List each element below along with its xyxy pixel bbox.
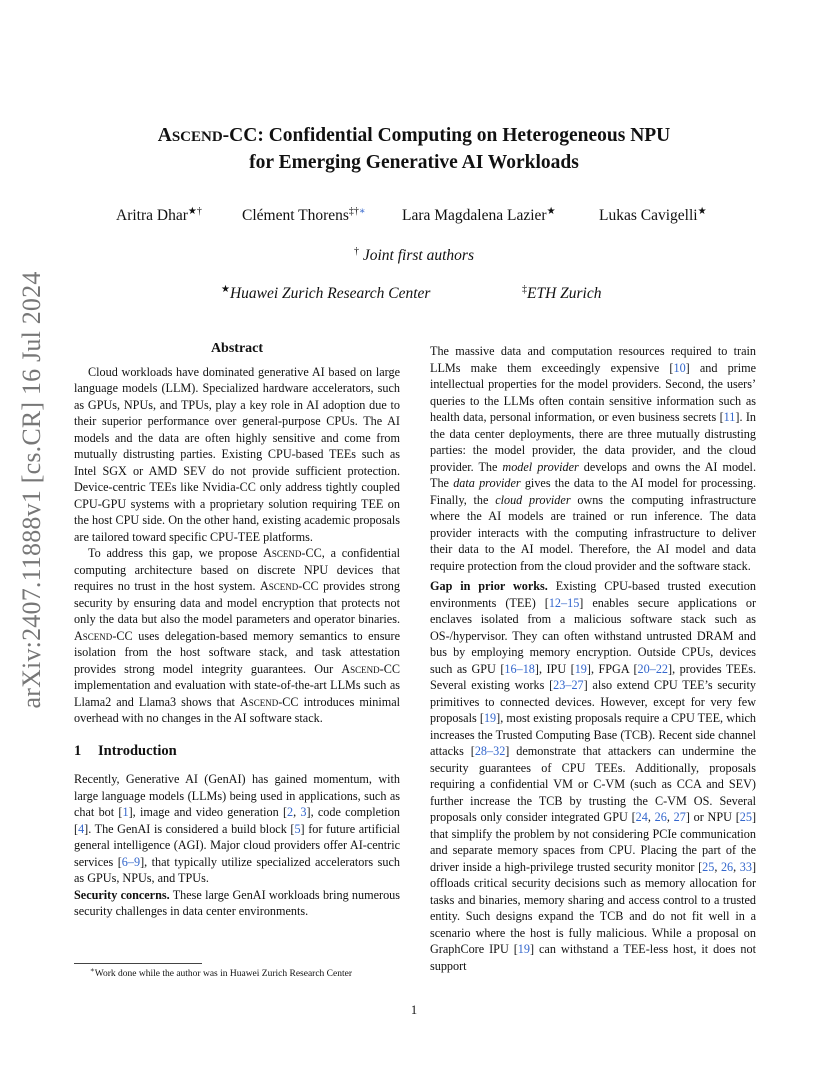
author-4: Lukas Cavigelli★ (599, 206, 707, 224)
paper-title (0, 123, 828, 176)
citation-link[interactable]: 26 (654, 810, 667, 824)
citation-link[interactable]: 24 (635, 810, 648, 824)
citation-link[interactable]: 10 (673, 360, 686, 375)
section-heading-introduction: 1 Introduction (74, 742, 177, 759)
footnote: ∗Work done while the author was in Huawei Zurich Research Center (90, 966, 352, 979)
citation-link[interactable]: 4 (78, 821, 85, 836)
title-line-2: for Emerging Generative AI Workloads (249, 152, 579, 173)
citation-link[interactable]: 25 (702, 859, 715, 874)
citation-link[interactable]: 6–9 (121, 854, 141, 869)
arxiv-identifier-stamp (12, 271, 52, 709)
affiliation-eth: ‡ETH Zurich (522, 284, 602, 302)
citation-link[interactable]: 20–22 (637, 661, 669, 676)
left-column (74, 341, 400, 920)
citation-link[interactable]: 5 (294, 821, 301, 836)
author-1: Aritra Dhar★† (116, 206, 202, 224)
citation-link[interactable]: 16–18 (504, 661, 535, 676)
affiliation-huawei: ★Huawei Zurich Research Center (221, 284, 431, 302)
citation-link[interactable]: 3 (300, 805, 307, 819)
citation-link[interactable]: 23–27 (553, 678, 584, 692)
citation-link[interactable]: 11 (723, 410, 736, 424)
title-line-1: ASCEND-CC: Confidential Computing on Heterogeneous NPU (157, 125, 671, 146)
citation-link[interactable]: 1 (122, 805, 129, 819)
abstract-heading: Abstract (210, 341, 264, 356)
security-concerns-paragraph: Security concerns. These large GenAI workloads bring numerous security challenges in data center environments. (74, 887, 400, 918)
citation-link[interactable]: 25 (739, 810, 752, 824)
right-paragraph-1: The massive data and computation resources required to train LLMs make them exceedingly expensive [10] and prime intellectual properties for the model providers. Second, the users’ queries to the LLMs often contain sensitive information such as health data, personal information, or even business secrets [11]. In the data center deployments, there are three mutually distrusting parties: the model provider, the data provider, and the cloud provider. The model provider develops and owns the AI model. The data provider gives the data to the AI model for processing. Finally, the cloud provider owns the computing infrastructure where the AI models are trained or run inference. The data provider interacts with the computing infrastructure to deliver their data to the AI model. Therefore, the AI model and data require protection from the cloud provider and the software stack. (430, 344, 757, 573)
citation-link[interactable]: 19 (574, 661, 587, 676)
joint-authors-note: † Joint first authors (354, 246, 474, 264)
citation-link[interactable]: 2 (287, 805, 294, 819)
citation-link[interactable]: 26 (720, 859, 734, 874)
citation-link[interactable]: 33 (739, 859, 752, 874)
footnote-marker[interactable]: ∗ (358, 206, 366, 217)
author-3: Lara Magdalena Lazier★ (402, 206, 556, 224)
right-column (430, 343, 756, 974)
author-list (0, 206, 828, 228)
page-number: 1 (410, 1003, 418, 1017)
citation-link[interactable]: 12–15 (548, 595, 580, 610)
abstract-paragraph-2: To address this gap, we propose Ascend-CC, a confidential computing architecture based on discrete NPU devices that requires no trust in the host system. Ascend-CC provides strong security by ensuring data and model encryption that protects not only the data but also the model parameters and operator binaries. Ascend-CC uses delegation-based memory semantics to ensure isolation from the host software stack, and task attestation provides strong model integrity guarantees. Our Ascend-CC implementation and evaluation with state-of-the-art LLMs such as Llama2 and Llama3 shows that Ascend-CC introduces minimal overhead with no changes in the AI software stack. (74, 546, 400, 725)
abstract-paragraph-1: Cloud workloads have dominated generative AI based on large language models (LLM). Specialized hardware accelerators, such as GPUs, NPUs, and TPUs, play a key role in AI adoption due to their superior performance over general-purpose CPUs. The AI models and the data are often highly sensitive and come from mutually distrusting parties. Existing CPU-based TEEs such as Intel SGX or AMD SEV do not provide sufficient protection. Device-centric TEEs like Nvidia-CC only address tightly coupled CPU-GPU systems with a proprietary solution requiring TEE on the host CPU side. On the other hand, existing academic proposals are tailored toward specific CPU-TEE platforms. (74, 364, 400, 544)
author-2: Clément Thorens‡†∗ (242, 206, 366, 224)
arxiv-stamp-text: arXiv:2407.11888v1 [cs.CR] 16 Jul 2024 (17, 271, 46, 709)
citation-link[interactable]: 19 (517, 942, 530, 956)
citation-link[interactable]: 19 (483, 711, 497, 725)
citation-link[interactable]: 28–32 (474, 744, 506, 758)
gap-in-prior-works-paragraph: Gap in prior works. Existing CPU-based trusted execution environments (TEE) [12–15] enables secure applications or enclaves isolated from a malicious software stack such as OS-/hypervisor. They can often withstand untrusted DRAM and bus by employing memory encryption. Outside CPUs, devices such as GPU [16–18], IPU [19], FPGA [20–22], provides TEEs. Several existing works [23–27] also extend CPU TEE’s security primitives to connected devices. However, except for very few proposals [19], most existing proposals require a CPU TEE, which increases the Trusted Computing Base (TCB). Recent side channel attacks [28–32] demonstrate that attackers can undermine the security guarantees of CPU TEEs. Additionally, proposals requiring a confidential VM or C-VM (such as CCA and SEV) further increase the TCB by trusting the C-VM OS. Several proposals only consider integrated GPU [24, 26, 27] or NPU [25] that simplify the problem by not considering PCIe communication and separate memory spaces from CPU. Placing the part of the driver inside a high-privilege trusted security monitor [25, 26, 33] offloads critical security decisions such as memory allocation for tasks and binaries, memory sharing and access control to a trusted entity. Such designs expand the TCB and do not fit well in a scenario where the host is fully malicious. While a proposal on GraphCore IPU [19] can withstand a TEE-less host, it does not support (430, 579, 757, 973)
intro-paragraph-1: Recently, Generative AI (GenAI) has gained momentum, with large language models (LLMs) being used in applications, such as chat bot [1], image and video generation [2, 3], code completion [4]. The GenAI is considered a build block [5] for future artificial general intelligence (AGI). Major cloud providers offer AI-centric services [6–9], that typically utilize specialized accelerators such as GPUs, NPUs, and TPUs. (74, 772, 401, 885)
citation-link[interactable]: 27 (673, 810, 686, 824)
footnote-divider (74, 963, 202, 964)
